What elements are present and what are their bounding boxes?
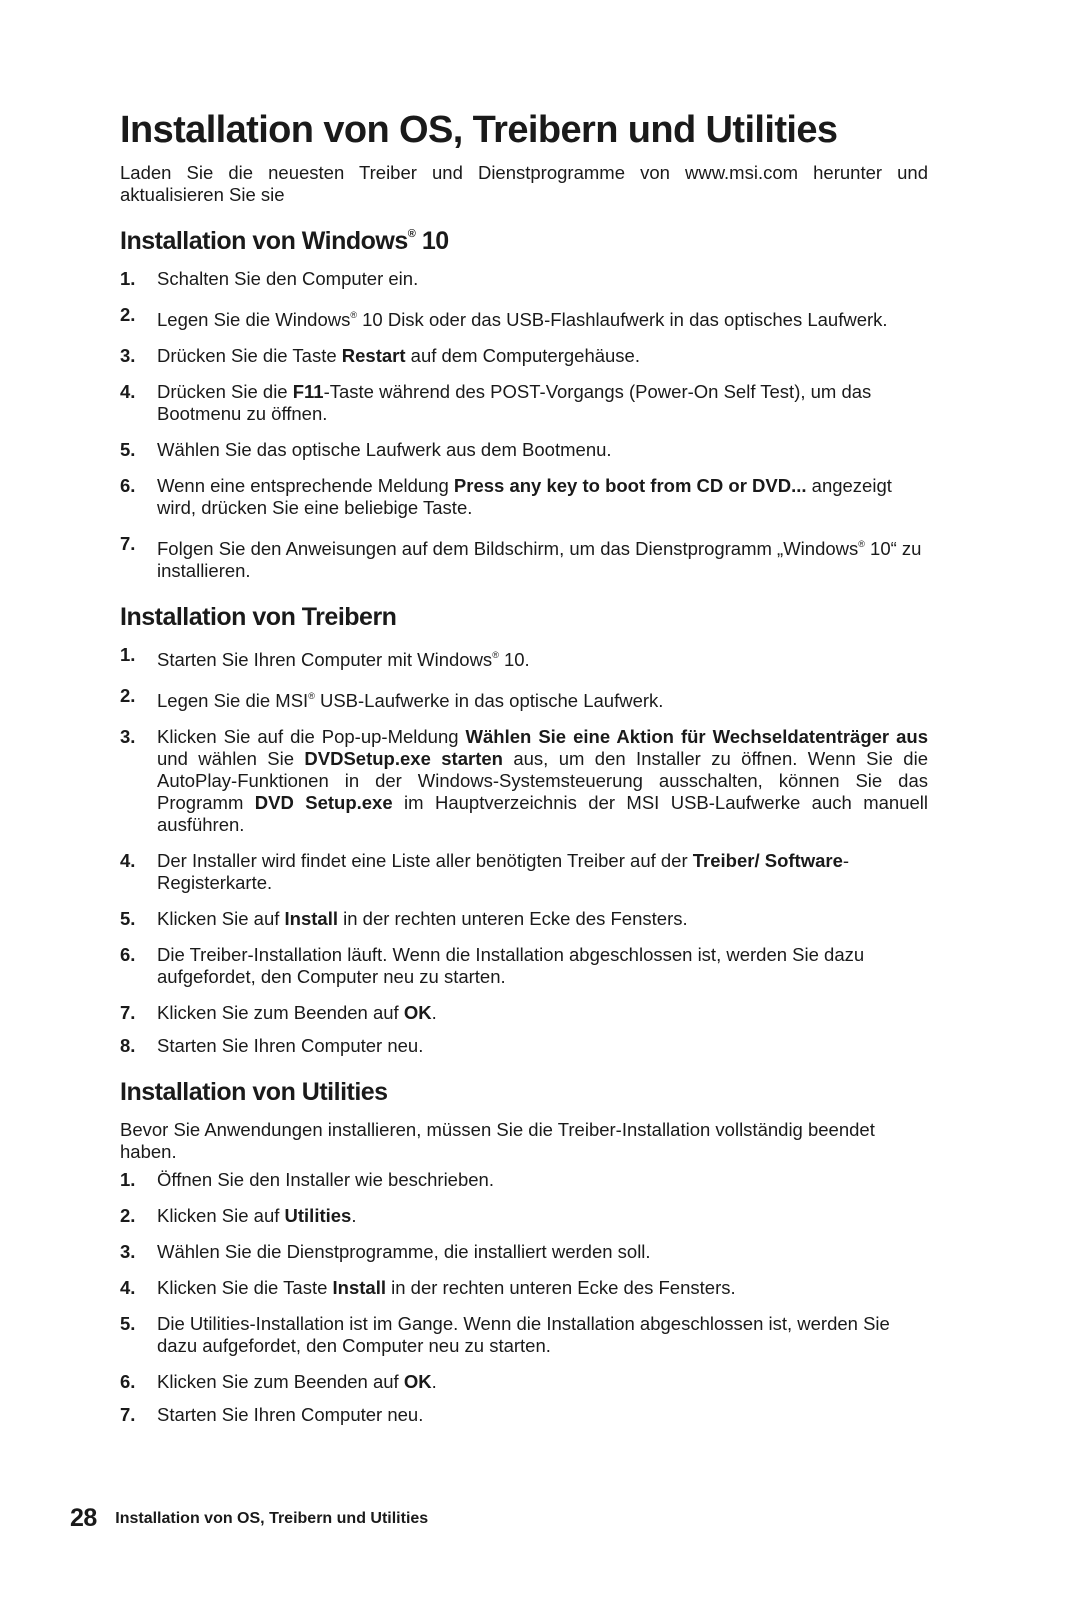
step-number: 4.	[120, 849, 136, 871]
step-text: Wenn eine entsprechende Meldung Press any key to boot from CD or DVD... angezeigt wird, drücken Sie eine beliebige Taste.	[157, 474, 892, 518]
list-item	[120, 1169, 928, 1191]
step-text: Starten Sie Ihren Computer neu.	[157, 1403, 424, 1425]
step-number: 3.	[120, 725, 136, 747]
step-number: 2.	[120, 1204, 136, 1226]
step-text: Öffnen Sie den Installer wie beschrieben.	[157, 1168, 494, 1190]
step-text: Legen Sie die MSI® USB-Laufwerke in das optische Laufwerk.	[157, 689, 664, 711]
section-heading-windows	[120, 226, 928, 256]
step-text: Die Utilities-Installation ist im Gange. Wenn die Installation abgeschlossen ist, werden Sie dazu aufgefordet, den Computer neu zu starten.	[157, 1312, 890, 1356]
step-text: Die Treiber-Installation läuft. Wenn die Installation abgeschlossen ist, werden Sie dazu aufgefordet, den Computer neu zu starten.	[157, 943, 865, 987]
list-item	[120, 944, 928, 988]
list-item	[120, 1404, 928, 1426]
list-item	[120, 644, 928, 671]
list-item	[120, 533, 928, 582]
steps-list-drivers	[120, 644, 928, 1057]
step-number: 1.	[120, 643, 136, 665]
section-heading-utilities: Installation von Utilities	[120, 1077, 388, 1106]
step-number: 8.	[120, 1034, 136, 1056]
step-text: Klicken Sie auf Install in der rechten unteren Ecke des Fensters.	[157, 907, 688, 929]
list-item	[120, 1205, 928, 1227]
step-text: Starten Sie Ihren Computer neu.	[157, 1034, 424, 1056]
step-text: Der Installer wird findet eine Liste aller benötigten Treiber auf der Treiber/ Software-Registerkarte.	[157, 849, 850, 893]
list-item	[120, 1002, 928, 1024]
step-number: 4.	[120, 1276, 136, 1298]
step-number: 6.	[120, 943, 136, 965]
step-number: 5.	[120, 438, 136, 460]
step-number: 3.	[120, 1240, 136, 1262]
steps-list-windows	[120, 268, 928, 582]
list-item	[120, 475, 928, 519]
step-text: Drücken Sie die F11-Taste während des POST-Vorgangs (Power-On Self Test), um das Bootmenu zu öffnen.	[157, 380, 872, 424]
step-number: 1.	[120, 1168, 136, 1190]
list-item	[120, 1371, 928, 1393]
section-heading-drivers: Installation von Treibern	[120, 602, 397, 631]
footer-title: Installation von OS, Treibern und Utilities	[115, 1509, 429, 1527]
step-text: Drücken Sie die Taste Restart auf dem Computergehäuse.	[157, 344, 640, 366]
list-item	[120, 1277, 928, 1299]
step-number: 1.	[120, 267, 136, 289]
list-item	[120, 908, 928, 930]
intro-text: Laden Sie die neuesten Treiber und Dienstprogramme von www.msi.com herunter und aktualisieren Sie sie	[120, 161, 928, 205]
step-number: 3.	[120, 344, 136, 366]
step-number: 6.	[120, 474, 136, 496]
page-footer	[70, 1504, 428, 1533]
list-item	[120, 304, 928, 331]
step-text: Klicken Sie auf die Pop-up-Meldung Wählen Sie eine Aktion für Wechseldatenträger aus und wählen Sie DVDSetup.exe starten aus, um den Installer zu öffnen. Wenn Sie die AutoPlay-Funktionen in der Windows-Systemsteuerung ausschalten, können Sie das Programm DVD Setup.exe im Hauptverzeichnis der MSI USB-Laufwerke auch manuell ausführen.	[157, 725, 928, 835]
step-text: Legen Sie die Windows® 10 Disk oder das USB-Flashlaufwerk in das optisches Laufwerk.	[157, 308, 888, 330]
step-number: 7.	[120, 1403, 136, 1425]
step-text: Schalten Sie den Computer ein.	[157, 267, 419, 289]
step-number: 7.	[120, 532, 136, 554]
step-text: Klicken Sie zum Beenden auf OK.	[157, 1370, 437, 1392]
list-item	[120, 726, 928, 836]
list-item	[120, 345, 928, 367]
steps-list-utilities	[120, 1169, 928, 1426]
list-item	[120, 268, 928, 290]
step-text: Klicken Sie auf Utilities.	[157, 1204, 357, 1226]
registered-mark: ®	[407, 227, 416, 240]
list-item	[120, 1035, 928, 1057]
step-number: 2.	[120, 684, 136, 706]
step-text: Wählen Sie die Dienstprogramme, die installiert werden soll.	[157, 1240, 651, 1262]
step-text: Klicken Sie zum Beenden auf OK.	[157, 1001, 437, 1023]
list-item	[120, 685, 928, 712]
step-text: Folgen Sie den Anweisungen auf dem Bildschirm, um das Dienstprogramm „Windows® 10“ zu installieren.	[157, 537, 922, 581]
step-number: 7.	[120, 1001, 136, 1023]
document-page	[120, 110, 928, 1446]
step-text: Starten Sie Ihren Computer mit Windows® 10.	[157, 648, 530, 670]
step-text: Wählen Sie das optische Laufwerk aus dem Bootmenu.	[157, 438, 612, 460]
step-number: 5.	[120, 1312, 136, 1334]
list-item	[120, 381, 928, 425]
utilities-intro-text: Bevor Sie Anwendungen installieren, müssen Sie die Treiber-Installation vollständig beendet haben.	[120, 1118, 875, 1162]
list-item	[120, 850, 928, 894]
step-number: 2.	[120, 303, 136, 325]
page-number: 28	[70, 1504, 97, 1532]
heading-version: 10	[415, 226, 449, 255]
page-title: Installation von OS, Treibern und Utilities	[120, 109, 838, 151]
heading-text: Installation von Windows	[120, 226, 408, 255]
step-number: 6.	[120, 1370, 136, 1392]
step-number: 4.	[120, 380, 136, 402]
list-item	[120, 1313, 928, 1357]
list-item	[120, 1241, 928, 1263]
step-number: 5.	[120, 907, 136, 929]
step-text: Klicken Sie die Taste Install in der rechten unteren Ecke des Fensters.	[157, 1276, 736, 1298]
list-item	[120, 439, 928, 461]
